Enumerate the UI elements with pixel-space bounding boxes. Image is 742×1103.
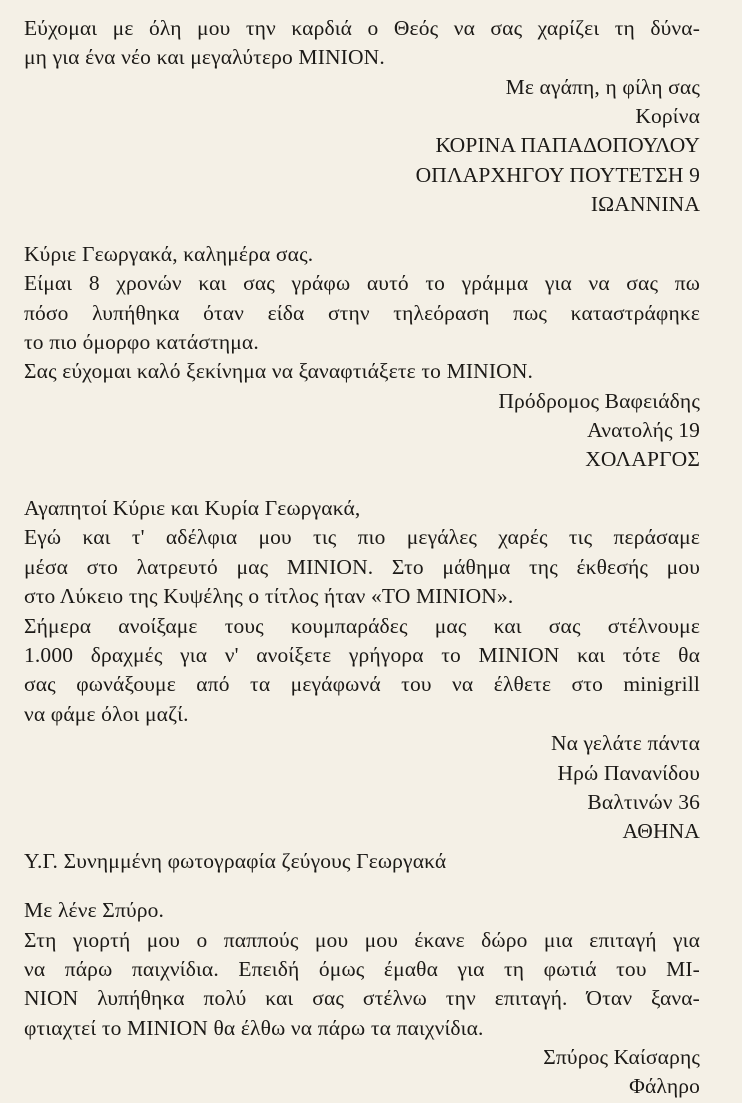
letter-line: Με λένε Σπύρο. [24,897,165,922]
letter-closing: Με αγάπη, η φίλη σας [505,75,700,99]
address-line: Να γελάτε πάντα [550,731,700,756]
letters-page [24,0,700,1103]
address-line: ΙΩΑΝΝΙΝΑ [590,192,700,217]
address-line: ΧΟΛΑΡΓΟΣ [585,446,700,471]
address-line: ΟΠΛΑΡΧΗΓΟΥ ΠΟΥΤΕΤΣΗ 9 [415,163,700,188]
letter-line: Αγαπητοί Κύριε και Κυρία Γεωργακά, [24,496,361,521]
address-line: Ηρώ Πανανίδου [557,761,700,786]
address-line: ΚΟΡΙΝΑ ΠΑΠΑΔΟΠΟΥΛΟΥ [435,133,700,158]
letter-line: φτιαχτεί το ΜΙΝΙΟΝ θα έλθω να πάρω τα παιχνίδια. [24,1015,484,1040]
letter-line: 1.000 δραχμές για ν' ανοίξετε γρήγορα το ΜΙΝΙΟΝ και τότε θα [24,643,700,668]
letter-line: το πιο όμορφο κατάστημα. [24,329,259,354]
address-line: Πρόδρομος Βαφειάδης [498,388,700,413]
address-line: Σπύρος Καίσαρης [543,1045,700,1069]
address-line: Βαλτινών 36 [587,790,700,815]
letter-line: να πάρω παιχνίδια. Επειδή όμως έμαθα για τη φωτιά του ΜΙ- [24,956,700,981]
address-line: Φάληρο [629,1074,700,1098]
letter-line: Είμαι 8 χρονών και σας γράφω αυτό το γράμμα για να σας πω [24,270,700,295]
letter-line: μη για ένα νέο και μεγαλύτερο ΜΙΝΙΟΝ. [24,45,385,69]
letter-line: Σήμερα ανοίξαμε τους κουμπαράδες μας και σας στέλνουμε [24,614,700,639]
letter-line: ΝΙΟΝ λυπήθηκα πολύ και σας στέλνω την επιταγή. Όταν ξανα- [24,985,700,1010]
letter-line: στο Λύκειο της Κυψέλης ο τίτλος ήταν «ΤΟ ΜΙΝΙΟΝ». [24,584,514,609]
letter-line: Στη γιορτή μου ο παππούς μου μου έκανε δώρο μια επιταγή για [24,927,700,952]
letter-signature: Κορίνα [635,104,700,129]
postscript: Υ.Γ. Συνημμένη φωτογραφία ζεύγους Γεωργακά [24,849,447,874]
address-line: ΑΘΗΝΑ [622,819,700,844]
letter-line: πόσο λυπήθηκα όταν είδα στην τηλεόραση πως καταστράφηκε [24,300,700,325]
letter-line: Κύριε Γεωργακά, καλημέρα σας. [24,241,314,266]
letter-line: Σας εύχομαι καλό ξεκίνημα να ξαναφτιάξετε το ΜΙΝΙΟΝ. [24,358,534,383]
letter-line: μέσα στο λατρευτό μας ΜΙΝΙΟΝ. Στο μάθημα της έκθεσής μου [24,555,700,580]
letter-line: Εγώ και τ' αδέλφια μου τις πιο μεγάλες χαρές τις περάσαμε [24,525,700,550]
letter-line: να φάμε όλοι μαζί. [24,702,189,727]
letter-line: σας φωνάξουμε από τα μεγάφωνά του να έλθετε στο minigrill [24,672,700,697]
letter-line: Εύχομαι με όλη μου την καρδιά ο Θεός να σας χαρίζει τη δύνα- [24,16,700,40]
address-line: Ανατολής 19 [587,417,700,442]
